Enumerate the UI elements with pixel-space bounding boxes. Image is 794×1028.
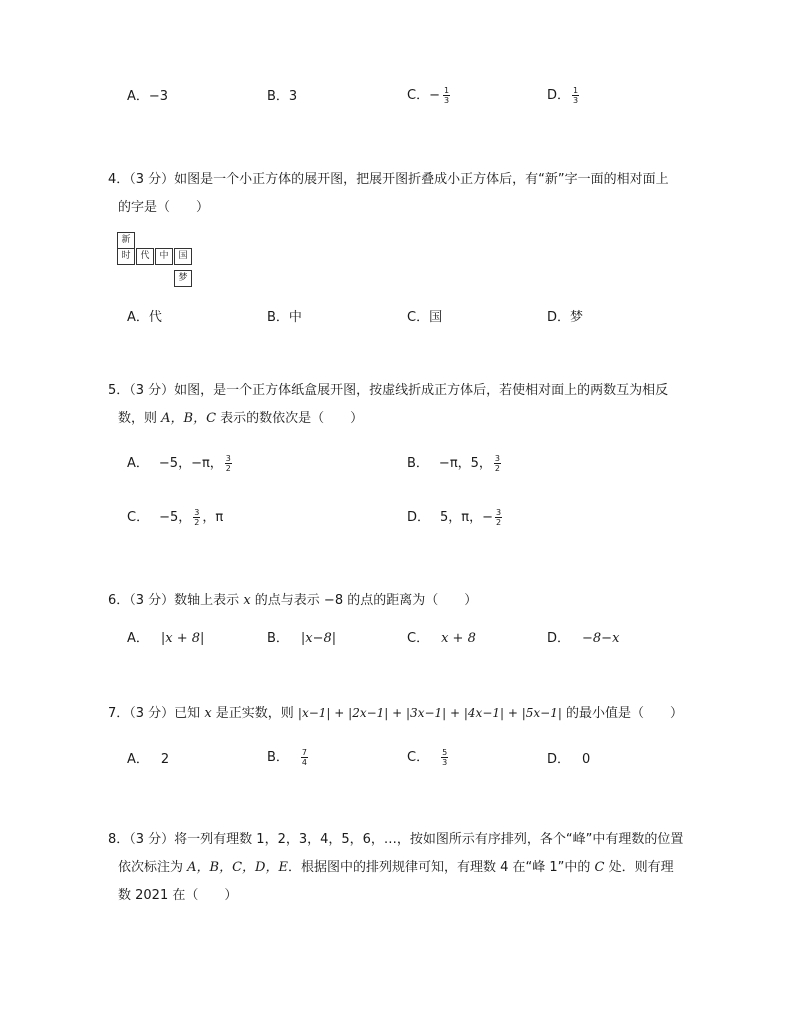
net-cell: 中 [155, 248, 173, 265]
q7-option-c[interactable]: C． $\frac{5}{3}$ [407, 748, 448, 767]
fraction: $\frac{1}{3}$ [573, 86, 579, 105]
q6-option-c[interactable]: C． x + 8 [407, 631, 476, 646]
q4-option-a[interactable]: A． 代 [127, 310, 162, 325]
q7-option-b[interactable]: B． $\frac{7}{4}$ [267, 748, 308, 767]
q8-stem: 8．（3 分）将一列有理数 1，2，3，4，5，6，…，按如图所示有序排列，各个“峰”中有理数的位置 依次标注为 A，B，C，D，E．根据图中的排列规律可知，有理数 4 在“峰 1”中的 C 处．则有理 数 2021 在（ ） [108, 832, 684, 903]
fraction: $\frac{3}{2}$ [496, 508, 502, 527]
fraction: $\frac{7}{4}$ [301, 748, 308, 767]
q6-option-b[interactable]: B． |x−8| [267, 631, 337, 646]
q4-option-d[interactable]: D． 梦 [547, 310, 584, 325]
net-cell-top: 新 [117, 232, 135, 249]
q4-option-c[interactable]: C． 国 [407, 310, 443, 325]
fraction: $\frac{3}{2}$ [194, 508, 200, 527]
cube-net-figure [117, 232, 197, 290]
q3-option-a[interactable]: A． −3 [127, 89, 169, 104]
net-cell: 代 [136, 248, 154, 265]
q4-stem: 4．（3 分）如图是一个小正方体的展开图，把展开图折叠成小正方体后，有“新”字一面的相对面上 的字是（ ） [108, 172, 669, 215]
net-cell: 时 [117, 248, 135, 265]
q7-option-d[interactable]: D． 0 [547, 752, 591, 767]
q4-option-b[interactable]: B． 中 [267, 310, 302, 325]
q3-option-b[interactable]: B． 3 [267, 89, 298, 104]
q6-option-d[interactable]: D． −8−x [547, 631, 620, 646]
q3-option-d[interactable]: D． $\frac{1}{3}$ [547, 86, 579, 105]
q3-option-c[interactable]: C． − $\frac{1}{3}$ [407, 86, 450, 105]
q7-stem: 7．（3 分）已知 x 是正实数，则 |x−1| + |2x−1| + |3x−1| + |4x−1| + |5x−1| 的最小值是（ ） [108, 706, 684, 721]
fraction: $\frac{1}{3}$ [443, 86, 450, 105]
net-cell: 国 [174, 248, 192, 265]
q7-option-a[interactable]: A． 2 [127, 752, 170, 767]
q5-option-c[interactable]: C． −5， $\frac{3}{2}$ ，π [127, 508, 224, 527]
q5-stem: 5．（3 分）如图，是一个正方体纸盒展开图，按虚线折成正方体后，若使相对面上的两数互为相反 数，则 A，B，C 表示的数依次是（ ） [108, 383, 669, 426]
q6-stem: 6．（3 分）数轴上表示 x 的点与表示 −8 的点的距离为（ ） [108, 593, 478, 608]
q5-option-b[interactable]: B． −π，5， $\frac{3}{2}$ [407, 454, 501, 473]
net-cell-bottom: 梦 [174, 270, 192, 287]
q5-option-a[interactable]: A． −5，−π， $\frac{3}{2}$ [127, 454, 231, 473]
fraction: $\frac{3}{2}$ [225, 454, 231, 473]
fraction: $\frac{3}{2}$ [494, 454, 501, 473]
fraction: $\frac{5}{3}$ [442, 748, 448, 767]
q6-option-a[interactable]: A． |x + 8| [127, 631, 205, 646]
q5-option-d[interactable]: D． 5，π，− $\frac{3}{2}$ [407, 508, 502, 527]
